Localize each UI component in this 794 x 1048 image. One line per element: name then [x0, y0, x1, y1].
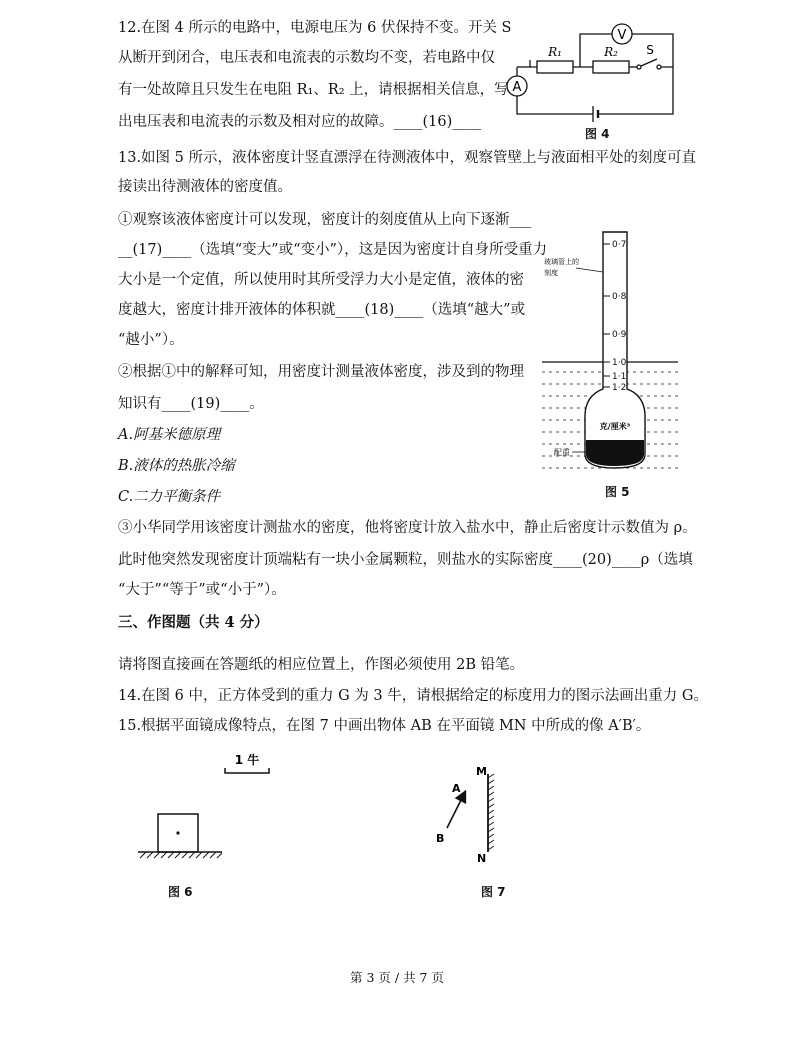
- figure-6-cube: [130, 750, 290, 865]
- q12-line-3: 有一处故障且只发生在电阻 R₁、R₂ 上，请根据相关信息，写: [118, 82, 509, 98]
- q13-option-c: C.二力平衡条件: [118, 489, 221, 505]
- unit-label: 克/厘米³: [599, 422, 631, 431]
- tick-1-2: 1·2: [612, 383, 627, 393]
- q13-line-8: ②根据①中的解释可知，用密度计测量液体密度，涉及到的物理: [118, 364, 524, 380]
- r2-label: R₂: [604, 45, 618, 59]
- q13-line-5: 大小是一个定值，所以使用时其所受浮力大小是定值，液体的密: [118, 272, 524, 288]
- switch-label: S: [646, 43, 654, 57]
- q12-line-2: 从断开到闭合，电压表和电流表的示数均不变，若电路中仅: [118, 50, 495, 66]
- tick-0-7: 0·7: [612, 240, 627, 250]
- figure-7-mirror: [430, 760, 520, 870]
- point-a-label: A: [452, 782, 461, 795]
- point-b-label: B: [436, 832, 445, 845]
- figure-6-caption: 图 6: [168, 885, 193, 899]
- figure-5-caption: 图 5: [605, 485, 630, 499]
- scale-label: 1 牛: [234, 753, 260, 767]
- section-3-title: 三、作图题（共 4 分）: [118, 614, 269, 631]
- scale-bar: [225, 768, 269, 773]
- figure-5-hydrometer: [540, 224, 680, 480]
- figure-4-caption: 图 4: [585, 127, 610, 141]
- q12-line-4: 出电压表和电流表的示数及相对应的故障。____(16)____: [118, 114, 482, 130]
- voltmeter-label: V: [617, 28, 627, 43]
- q13-line-7: “越小”）。: [118, 332, 184, 348]
- object-ab: [447, 794, 464, 828]
- r1-label: R₁: [548, 45, 562, 59]
- ammeter-label: A: [512, 80, 522, 95]
- q13-line-14: 此时他突然发现密度计顶端粘有一块小金属颗粒，则盐水的实际密度____(20)____ρ（选填: [118, 552, 693, 568]
- q13-line-6: 度越大，密度计排开液体的体积就____(18)____（选填“越大”或: [118, 302, 526, 318]
- tick-1-0: 1·0: [612, 358, 627, 368]
- tick-1-1: 1·1: [612, 372, 627, 382]
- q13-line-1: 13.如图 5 所示，液体密度计竖直漂浮在待测液体中，观察管壁上与液面相平处的刻度可直: [118, 150, 696, 166]
- point-m-label: M: [476, 765, 487, 778]
- q13-line-3: ①观察该液体密度计可以发现，密度计的刻度值从上向下逐渐___: [118, 212, 532, 228]
- q13-line-13: ③小华同学用该密度计测盐水的密度，他将密度计放入盐水中，静止后密度计示数值为 ρ。: [118, 520, 697, 536]
- page-footer: 第 3 页 / 共 7 页: [350, 970, 444, 985]
- tick-0-9: 0·9: [612, 330, 627, 340]
- q13-line-15: “大于”“等于”或“小于”）。: [118, 582, 286, 598]
- q13-option-a: A.阿基米德原理: [118, 427, 221, 443]
- figure-4-circuit: [505, 20, 685, 135]
- point-n-label: N: [477, 852, 487, 865]
- q15-text: 15.根据平面镜成像特点，在图 7 中画出物体 AB 在平面镜 MN 中所成的像 A′B′。: [118, 718, 651, 734]
- q12-line-1: 12.在图 4 所示的电路中，电源电压为 6 伏保持不变。开关 S: [118, 20, 512, 36]
- scale-label-line-2: 刻度: [544, 269, 558, 277]
- tick-0-8: 0·8: [612, 292, 627, 302]
- figure-7-caption: 图 7: [481, 885, 506, 899]
- q14-text: 14.在图 6 中，正方体受到的重力 G 为 3 牛，请根据给定的标度用力的图示法画出重力 G。: [118, 688, 708, 704]
- q13-line-2: 接读出待测液体的密度值。: [118, 179, 292, 195]
- scale-label-line-1: 玻璃管上的: [544, 258, 579, 266]
- weight-label: 配重: [554, 448, 570, 457]
- q13-option-b: B.液体的热胀冷缩: [118, 458, 235, 474]
- q13-line-4: __(17)____（选填“变大”或“变小”），这是因为密度计自身所受重力: [118, 242, 548, 258]
- cube-center-dot: [176, 831, 179, 834]
- section-3-instruction: 请将图直接画在答题纸的相应位置上，作图必须使用 2B 铅笔。: [118, 657, 525, 673]
- q13-line-9: 知识有____(19)____。: [118, 396, 264, 412]
